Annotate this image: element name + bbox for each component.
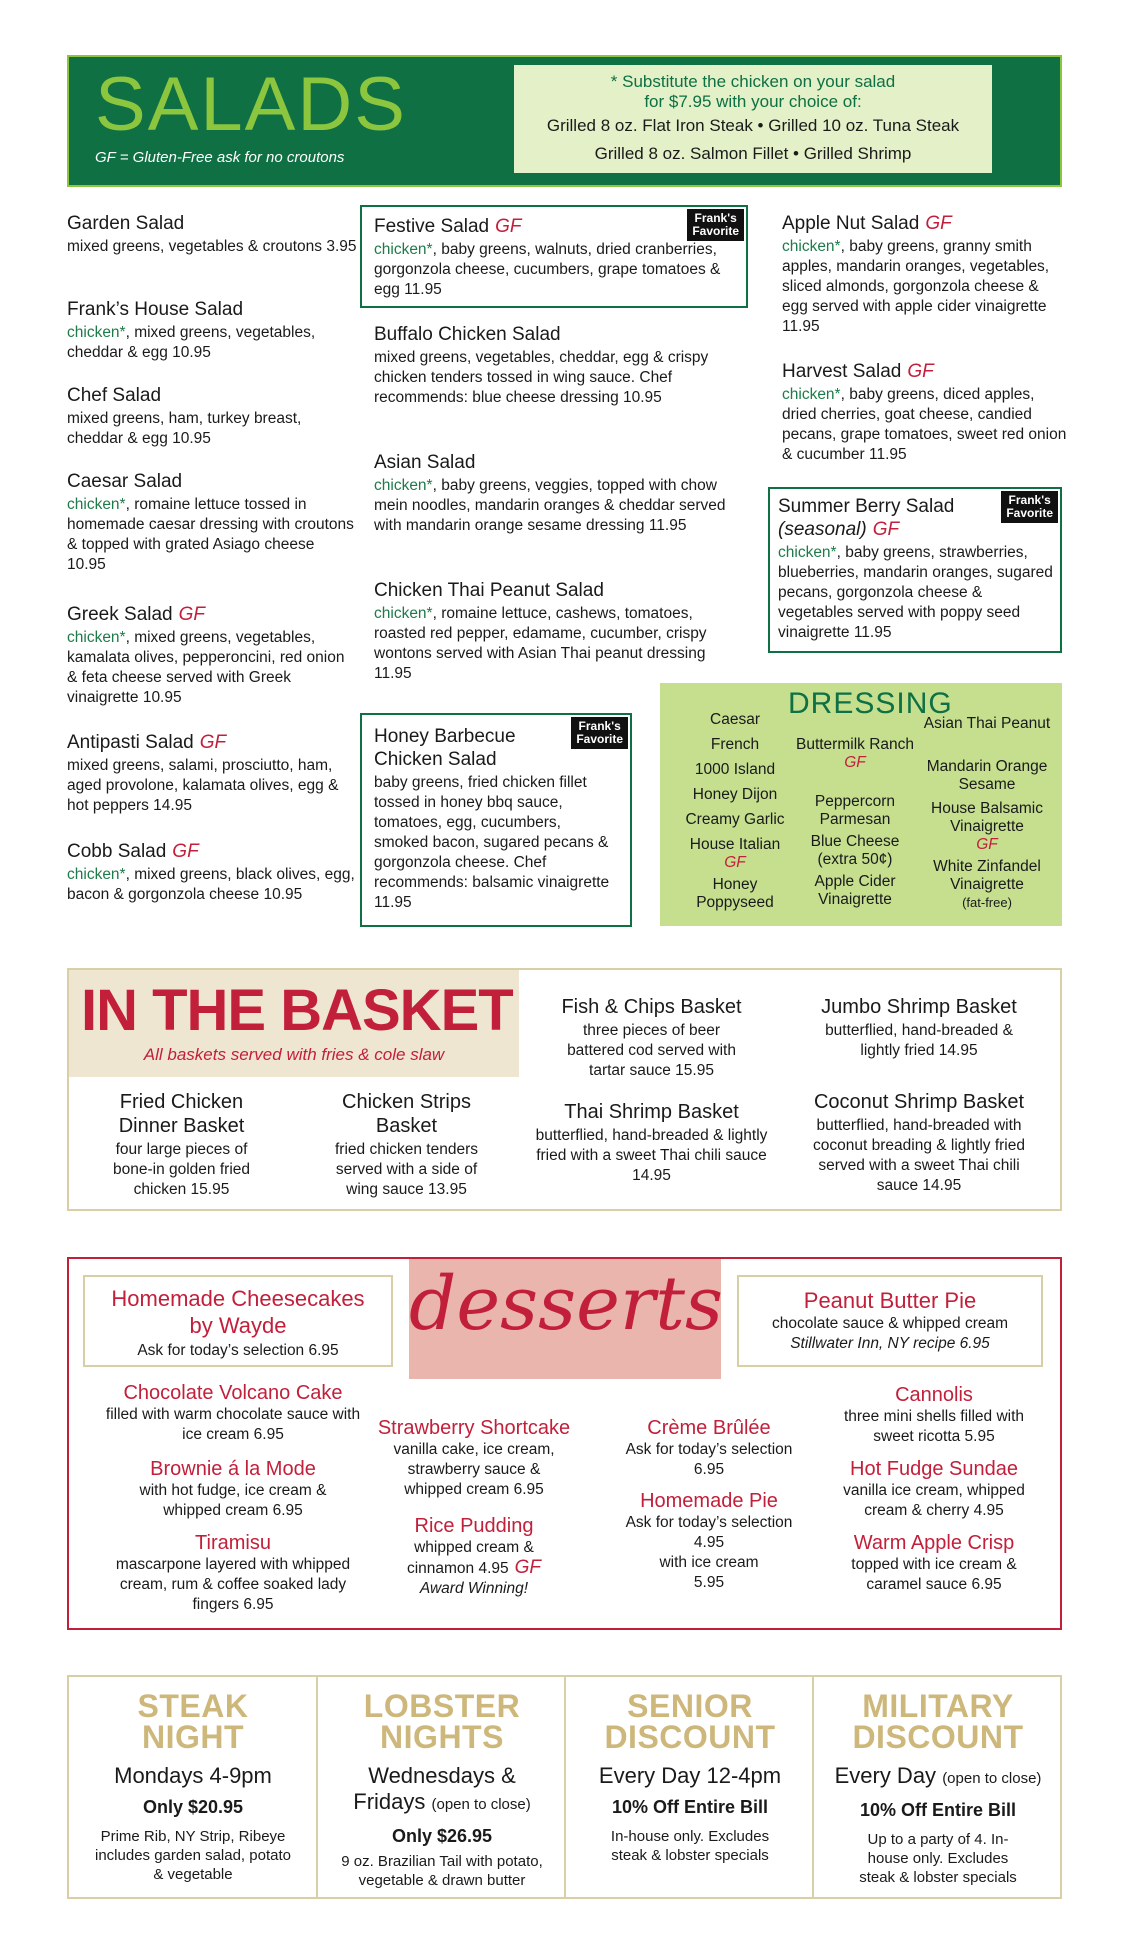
special-title: STEAK NIGHT (137, 1688, 249, 1755)
basket-item-name: Coconut Shrimp Basket (813, 1091, 1025, 1113)
dressing-item: White Zinfandel Vinaigrette (fat-free) (933, 858, 1041, 910)
special-detail: 9 oz. Brazilian Tail with potato, vegetable & drawn butter (341, 1853, 543, 1889)
salad-item (374, 215, 734, 300)
salad-item (67, 470, 357, 575)
salad-desc: chicken*, romaine lettuce, cashews, tomatoes, roasted red pepper, edamame, cucumber, crispy wontons served with Asian Thai peanut dressing 11.95 (374, 605, 707, 682)
salad-desc: chicken*, romaine lettuce tossed in homemade caesar dressing with croutons & topped with grated Asiago cheese 10.95 (67, 496, 354, 573)
dressing-item: Caesar (710, 711, 760, 728)
salad-desc: chicken*, baby greens, walnuts, dried cranberries, gorgonzola cheese, cucumbers, grape tomatoes & egg 11.95 (374, 241, 721, 298)
salad-desc: chicken*, mixed greens, vegetables, cheddar & egg 10.95 (67, 324, 316, 361)
special-senior-discount (566, 1677, 814, 1897)
dessert-desc: filled with warm chocolate sauce with ice cream 6.95 (105, 1406, 361, 1443)
gf-tag: GF (199, 732, 227, 753)
dessert-desc: with hot fudge, ice cream & whipped cream 6.95 (139, 1482, 327, 1519)
salad-item (782, 212, 1067, 337)
salad-name: Honey Barbecue Chicken Salad (374, 726, 516, 770)
dessert-item (359, 1416, 589, 1500)
dessert-desc: vanilla cake, ice cream, strawberry sauce & whipped cream 6.95 (393, 1441, 555, 1498)
dessert-name: Homemade Cheesecakes by Wayde (111, 1286, 365, 1338)
special-when: Wednesdays & Fridays (open to close) (353, 1763, 531, 1814)
dessert-desc: Ask for today’s selection 6.95 (625, 1441, 793, 1478)
special-price: Only $26.95 (391, 1826, 493, 1846)
basket-item-name: Chicken Strips Basket (342, 1091, 471, 1137)
salad-name: Chef Salad (67, 385, 162, 406)
special-when: Every Day (open to close) (834, 1763, 1042, 1788)
salad-item (782, 360, 1067, 465)
salad-item (67, 840, 357, 905)
salad-desc: mixed greens, vegetables, cheddar, egg & crispy chicken tenders tossed in wing sauce. Chef recommends: blue cheese dressing 10.95 (374, 349, 709, 406)
substitute-line-3: Grilled 8 oz. Flat Iron Steak • Grilled 10 oz. Tuna Steak (546, 116, 960, 135)
salad-name: Garden Salad (67, 213, 185, 234)
salad-desc: chicken*, baby greens, granny smith apples, mandarin oranges, vegetables, sliced almonds, gorgonzola cheese & egg served with apple cider vinaigrette 11.95 (782, 238, 1050, 335)
favorite-box (360, 205, 748, 308)
dressing-item: House Italian GF (672, 836, 798, 872)
basket-item-name: Fish & Chips Basket (561, 996, 742, 1018)
special-detail: Prime Rib, NY Strip, Ribeye includes garden salad, potato & vegetable (95, 1828, 291, 1883)
basket-item (294, 1090, 519, 1200)
basket-item-desc: four large pieces of bone-in golden fried chicken 15.95 (112, 1141, 251, 1198)
salad-name: Asian Salad (374, 452, 476, 473)
special-price: 10% Off Entire Bill (611, 1797, 769, 1817)
salad-item (374, 323, 734, 408)
special-detail: Up to a party of 4. In-house only. Excludes steak & lobster specials (859, 1831, 1017, 1886)
salads-header (67, 55, 1062, 187)
substitute-line-1: * Substitute the chicken on your salad (610, 72, 896, 91)
special-title: LOBSTER NIGHTS (363, 1688, 521, 1755)
dessert-name: Brownie á la Mode (150, 1458, 316, 1480)
special-when: Mondays 4-9pm (114, 1763, 272, 1788)
dressing-item: Apple Cider Vinaigrette (814, 873, 896, 908)
dessert-item (359, 1514, 589, 1599)
dressing-title: DRESSING (788, 687, 953, 720)
special-title: MILITARY DISCOUNT (852, 1688, 1024, 1755)
dessert-name: Tiramisu (195, 1532, 271, 1554)
basket-item-desc: three pieces of beer battered cod served with tartar sauce 15.95 (567, 1022, 736, 1079)
dessert-name: Cannolis (895, 1384, 973, 1406)
franks-favorite-badge: Frank's Favorite (1001, 491, 1058, 523)
dessert-desc: mascarpone layered with whipped cream, rum & coffee soaked lady fingers 6.95 (115, 1556, 351, 1613)
chicken-option: chicken* (67, 496, 126, 513)
dressing-item: French (710, 736, 760, 753)
salad-desc: chicken*, baby greens, diced apples, dried cherries, goat cheese, candied pecans, grape tomatoes, sweet red onion & cucumber 11.95 (782, 386, 1067, 463)
salad-desc: chicken*, baby greens, strawberries, blueberries, mandarin oranges, sugared pecans, gorgonzola cheese & vegetables served with poppy seed vinaigrette 11.95 (778, 544, 1053, 641)
dessert-desc: three mini shells filled with sweet ricotta 5.95 (843, 1408, 1025, 1445)
basket-item-name: Thai Shrimp Basket (564, 1101, 739, 1123)
salad-name: Antipasti Salad GF (67, 732, 227, 753)
favorite-box (360, 713, 632, 927)
salad-name: Cobb Salad GF (67, 841, 199, 862)
dessert-name: Rice Pudding (414, 1515, 534, 1537)
dressing-panel (660, 683, 1062, 926)
gf-tag: GF (724, 854, 746, 871)
cheesecake-box (83, 1275, 393, 1367)
dessert-name: Warm Apple Crisp (853, 1532, 1015, 1554)
chicken-option: chicken* (374, 241, 433, 258)
franks-favorite-badge: Frank's Favorite (571, 717, 628, 749)
seasonal-note: (seasonal) GF (778, 519, 900, 540)
special-lobster-nights (318, 1677, 566, 1897)
substitute-line-4: Grilled 8 oz. Salmon Fillet • Grilled Shrimp (594, 144, 912, 163)
substitute-line-2: for $7.95 with your choice of: (644, 92, 862, 111)
chicken-option: chicken* (374, 605, 433, 622)
salad-item (67, 298, 357, 363)
salad-item (374, 451, 734, 536)
salad-name: Caesar Salad (67, 471, 183, 492)
dessert-name: Strawberry Shortcake (377, 1417, 571, 1439)
salad-desc: mixed greens, vegetables & croutons 3.95 (67, 238, 357, 255)
salad-item (67, 384, 357, 449)
basket-item-name: Fried Chicken Dinner Basket (118, 1091, 245, 1137)
basket-item (524, 1100, 779, 1186)
dessert-desc: topped with ice cream & caramel sauce 6.95 (851, 1556, 1017, 1593)
dessert-desc: Ask for today’s selection 4.95 (625, 1514, 793, 1551)
basket-title: IN THE BASKET (81, 978, 513, 1043)
dessert-desc: with ice cream 5.95 (659, 1554, 759, 1591)
basket-note: All baskets served with fries & cole slaw (143, 1045, 445, 1064)
desserts-section (67, 1257, 1062, 1630)
salad-desc: chicken*, mixed greens, vegetables, kamalata olives, pepperoncini, red onion & feta cheese served with Greek vinaigrette 10.95 (67, 629, 345, 706)
gf-tag: GF (925, 213, 952, 234)
dressing-item: 1000 Island (694, 761, 776, 778)
basket-item-desc: fried chicken tenders served with a side of wing sauce 13.95 (334, 1141, 479, 1198)
salad-item (374, 579, 734, 684)
dessert-name: Crème Brûlée (647, 1417, 771, 1439)
gf-tag: GF (907, 361, 934, 382)
gf-tag: GF (976, 836, 998, 853)
basket-item-desc: butterflied, hand-breaded with coconut breading & lightly fried served with a sweet Thai chili sauce 14.95 (813, 1117, 1025, 1194)
dressing-item: Blue Cheese (extra 50¢) (810, 833, 900, 868)
dressing-item: Asian Thai Peanut (923, 715, 1051, 732)
dessert-item (819, 1383, 1049, 1447)
salads-title: SALADS (95, 62, 407, 147)
salad-name: Apple Nut Salad GF (782, 213, 952, 234)
specials-section (67, 1675, 1062, 1899)
dessert-item (599, 1489, 819, 1593)
salad-desc: mixed greens, ham, turkey breast, cheddar & egg 10.95 (67, 410, 302, 447)
chicken-option: chicken* (67, 629, 126, 646)
dressing-item: Honey Dijon (692, 786, 778, 803)
special-steak-night (69, 1677, 317, 1897)
dressing-item: Mandarin Orange Sesame (926, 758, 1048, 793)
chicken-option: chicken* (67, 324, 126, 341)
gf-tag: GF (172, 841, 199, 862)
special-title: SENIOR DISCOUNT (604, 1688, 776, 1755)
dessert-item (83, 1381, 383, 1445)
basket-item (784, 1090, 1054, 1196)
dessert-name: Peanut Butter Pie (803, 1288, 977, 1313)
salad-item (67, 731, 357, 816)
special-military-discount (814, 1677, 1062, 1897)
dessert-name: Homemade Pie (640, 1490, 778, 1512)
basket-item (69, 1090, 294, 1200)
basket-item-desc: butterflied, hand-breaded & lightly fried 14.95 (825, 1022, 1013, 1059)
dessert-item (83, 1457, 383, 1521)
dessert-item (83, 1531, 383, 1615)
salad-name: Greek Salad GF (67, 604, 206, 625)
peanut-butter-pie-box (737, 1275, 1043, 1367)
salad-name: Festive Salad GF (374, 216, 522, 237)
dressing-item: Peppercorn Parmesan (814, 793, 896, 828)
salad-name: Harvest Salad GF (782, 361, 934, 382)
salad-desc: chicken*, mixed greens, black olives, egg, bacon & gorgonzola cheese 10.95 (67, 866, 355, 903)
salad-item (778, 495, 1058, 643)
dessert-name: Hot Fudge Sundae (850, 1458, 1018, 1480)
chicken-option: chicken* (778, 544, 837, 561)
dessert-desc: chocolate sauce & whipped cream (771, 1315, 1009, 1332)
salad-item (374, 725, 614, 913)
salad-item (67, 212, 357, 257)
salad-name: Summer Berry Salad (778, 496, 955, 517)
basket-item-name: Jumbo Shrimp Basket (821, 996, 1017, 1018)
dessert-item (819, 1531, 1049, 1595)
dessert-desc: Stillwater Inn, NY recipe 6.95 (790, 1335, 990, 1352)
dessert-desc: Ask for today’s selection 6.95 (137, 1342, 339, 1359)
basket-item (784, 995, 1054, 1061)
gf-tag: GF (872, 519, 900, 540)
salad-desc: chicken*, baby greens, veggies, topped with chow mein noodles, mandarin oranges & cheddar served with mandarin orange sesame dressing 11.95 (374, 477, 726, 534)
special-price: 10% Off Entire Bill (859, 1800, 1017, 1820)
desserts-title: desserts (409, 1261, 723, 1347)
salad-name: Chicken Thai Peanut Salad (374, 580, 604, 601)
special-price: Only $20.95 (142, 1797, 244, 1817)
chicken-option: chicken* (782, 238, 841, 255)
dessert-name: Chocolate Volcano Cake (123, 1382, 343, 1404)
dessert-item (599, 1416, 819, 1480)
gf-tag: GF (178, 604, 206, 625)
gf-note: GF = Gluten-Free ask for no croutons (95, 149, 345, 166)
substitute-box (514, 65, 992, 173)
special-detail: In-house only. Excludes steak & lobster specials (610, 1828, 770, 1864)
salad-desc: mixed greens, salami, prosciutto, ham, aged provolone, kalamata olives, egg & hot peppers 14.95 (67, 757, 339, 814)
gf-tag: GF (514, 1557, 542, 1578)
gf-tag: GF (844, 754, 866, 771)
chicken-option: chicken* (782, 386, 841, 403)
special-when: Every Day 12-4pm (598, 1763, 782, 1788)
dressing-item: Honey Poppyseed (696, 876, 774, 911)
basket-section (67, 968, 1062, 1211)
gf-tag: GF (495, 216, 522, 237)
salad-name: Frank’s House Salad (67, 299, 244, 320)
dessert-desc: vanilla ice cream, whipped cream & cherry 4.95 (843, 1482, 1025, 1519)
dressing-item: Buttermilk Ranch GF (795, 736, 914, 771)
dessert-item (819, 1457, 1049, 1521)
award-note: Award Winning! (419, 1580, 529, 1597)
chicken-option: chicken* (67, 866, 126, 883)
salad-item (67, 603, 357, 708)
dessert-desc: whipped cream & cinnamon 4.95 GF (406, 1539, 542, 1578)
franks-favorite-badge: Frank's Favorite (687, 209, 744, 241)
basket-item-desc: butterflied, hand-breaded & lightly fried with a sweet Thai chili sauce 14.95 (535, 1127, 768, 1184)
dressing-item: Creamy Garlic (685, 811, 785, 828)
chicken-option: chicken* (374, 477, 433, 494)
favorite-box (768, 487, 1062, 653)
basket-item (524, 995, 779, 1081)
salad-name: Buffalo Chicken Salad (374, 324, 561, 345)
salad-desc: baby greens, fried chicken fillet tossed in honey bbq sauce, tomatoes, egg, cucumbers, smoked bacon, sugared pecans & gorgonzola cheese. Chef recommends: balsamic vinaigrette 11.95 (374, 774, 610, 911)
dressing-item: House Balsamic Vinaigrette GF (922, 800, 1052, 854)
